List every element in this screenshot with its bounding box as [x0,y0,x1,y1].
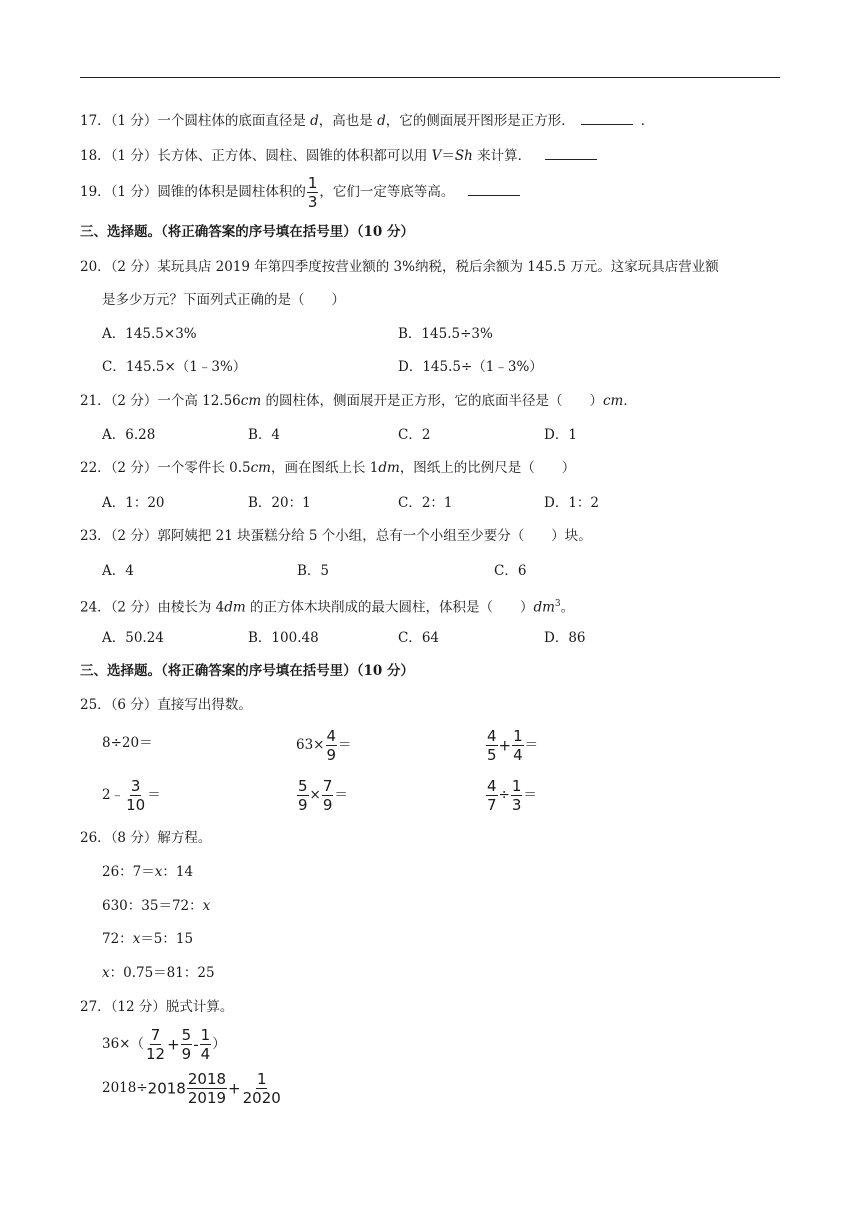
section-heading: 三、选择题。（将正确答案的序号填在括号里）（10 分） [80,224,414,240]
fraction [200,1027,212,1062]
equation-3 [102,930,193,948]
denominator: 2019 [187,1089,227,1107]
option-c[interactable]: C．6 [494,563,527,579]
answer-blank[interactable] [545,145,597,160]
numerator: 7 [150,1026,161,1044]
numerator: 1 [513,727,523,745]
formula-variable: Sh [454,148,473,164]
expression-6 [485,778,537,813]
option-c[interactable]: C．145.5×（1﹣3%） [102,359,247,375]
fraction [326,728,338,763]
question-text: 的正方体木块削成的最大圆柱，体积是（ ） [245,599,534,616]
question-score: （2 分） [110,599,158,616]
expr-text: 63× [296,737,325,753]
option-c[interactable]: C．2 [398,427,431,443]
option-a[interactable]: A．1：20 [102,495,165,511]
fraction [242,1071,282,1106]
option-d[interactable]: D．1：2 [544,495,600,511]
operator: × [309,787,321,803]
denominator: 3 [511,796,522,814]
fraction [486,728,498,763]
question-text: ，高也是 [318,113,378,129]
numerator: 5 [298,777,308,795]
question-text: ，它的侧面展开图形是正方形． [385,113,575,129]
unit: dm [533,599,555,616]
fraction [307,175,319,210]
question-19 [80,175,520,210]
question-number: 24． [80,599,111,616]
eq-text: 630：35＝72： [102,898,203,914]
numerator: 7 [322,777,333,795]
fraction [187,1071,227,1106]
question-text: 某玩具店 2019 年第四季度按营业额的 3%纳税，税后余额为 145.5 万元。这家玩具店营业额 [157,259,719,275]
option-c[interactable]: C．64 [398,630,440,646]
calculation-1 [102,1024,226,1065]
variable: x [132,931,141,947]
question-text: 郭阿姨把 21 块蛋糕分给 5 个小组，总有一个小组至少要分（ ）块。 [157,528,592,544]
question-21 [80,392,637,410]
question-number: 20． [80,259,111,275]
formula-variable: V [431,148,442,164]
question-number: 22． [80,460,111,476]
expr-text: ＝ [524,737,539,753]
question-score: （2 分） [110,460,158,476]
numerator: 5 [181,1026,192,1044]
expression-5 [296,778,348,813]
question-number: 17． [80,113,111,129]
variable: d [310,113,319,129]
denominator: 12 [146,1045,166,1063]
fraction [125,778,146,813]
eq-text: ：0.75＝81：25 [109,965,215,981]
question-score: （2 分） [110,393,158,409]
punctuation: ． [623,393,637,409]
numerator: 1 [200,1026,211,1044]
fraction [486,778,498,813]
question-number: 18． [80,148,111,164]
question-18 [80,145,597,165]
question-text: ，它们一定等底等高。 [319,184,455,200]
question-text: 的圆柱体，侧面展开是正方形，它的底面半径是（ ） [261,393,603,409]
operator: + [228,1079,241,1098]
fraction [511,778,523,813]
equation-1 [102,863,193,881]
denominator: 4 [513,746,523,764]
question-text: 圆锥的体积是圆柱体积的 [157,184,306,200]
question-score: （1 分） [110,148,158,164]
denominator: 9 [326,746,337,764]
question-20-line2: 是多少万元？下面列式正确的是（ ） [102,292,345,308]
question-text: 来计算． [472,148,532,164]
question-25 [80,696,252,714]
option-d[interactable]: D．86 [544,630,586,646]
operator: ÷ [498,787,510,803]
unit: cm [602,393,624,409]
question-number: 23． [80,528,111,544]
option-b[interactable]: B．100.48 [248,630,319,646]
question-text: 一个高 12.56 [157,393,241,409]
option-a[interactable]: A．145.5×3% [102,326,197,342]
expr-text: 2﹣ [102,787,125,803]
eq-text: 26：7＝ [102,864,155,880]
denominator: 7 [487,796,497,814]
question-number: 26． [80,830,111,846]
question-score: （2 分） [110,528,158,544]
option-b[interactable]: B．5 [297,563,330,579]
question-17 [80,110,654,130]
option-d[interactable]: D．1 [544,427,577,443]
question-number: 19． [80,184,111,200]
punctuation: ． [640,113,655,129]
question-text: 脱式计算。 [165,999,234,1015]
option-d[interactable]: D．145.5÷（1﹣3%） [398,359,543,375]
question-text: ，图纸上的比例尺是（ ） [399,460,576,476]
answer-blank[interactable] [581,110,633,125]
calculation-2 [102,1068,283,1109]
expr-text: ） [212,1036,226,1052]
numerator: 2018 [187,1070,227,1088]
expr-text: 2018÷ [102,1080,148,1096]
eq-text: 72： [102,931,133,947]
expr-text: ＝ [523,787,537,803]
numerator: 1 [256,1070,267,1088]
denominator: 9 [322,796,333,814]
option-a[interactable]: A．4 [102,563,134,579]
question-text: 解方程。 [157,830,212,846]
variable: d [377,113,386,129]
denominator: 9 [298,796,308,814]
equals-sign: ＝ [441,148,455,164]
unit: cm [250,460,271,476]
fraction [145,1027,166,1062]
denominator: 9 [181,1045,192,1063]
option-b[interactable]: B．145.5÷3% [398,326,493,342]
numerator: 1 [511,777,522,795]
expr-text: ＝ [334,787,348,803]
question-23 [80,527,592,545]
fraction [322,778,334,813]
denominator: 4 [200,1045,211,1063]
denominator: 3 [307,193,318,211]
variable: x [154,864,163,880]
numerator: 1 [307,174,318,192]
equation-2 [102,897,210,915]
operator: - [193,1035,199,1054]
eq-text: ：14 [162,864,194,880]
section-heading: 三、选择题。（将正确答案的序号填在括号里）（10 分） [80,663,414,679]
fraction [297,778,309,813]
question-text: 长方体、正方体、圆柱、圆锥的体积都可以用 [157,148,432,164]
question-number: 21． [80,393,111,409]
exponent: 3 [554,599,561,609]
equation-4 [102,964,215,982]
expression-2 [296,728,352,763]
fraction [512,728,524,763]
punctuation: 。 [560,599,575,616]
question-22 [80,459,575,477]
expression-1: 8÷20＝ [102,735,153,751]
numerator: 4 [487,727,497,745]
question-27 [80,998,233,1016]
answer-blank[interactable] [468,181,520,196]
operator: + [167,1035,180,1054]
numerator: 3 [130,777,141,795]
unit: dm [378,460,400,476]
expr-text: 36×（ [102,1036,144,1052]
option-b[interactable]: B．20：1 [248,495,311,511]
question-score: （1 分） [110,184,158,200]
option-b[interactable]: B．4 [248,427,281,443]
expr-text: ＝ [147,787,161,803]
option-a[interactable]: A．6.28 [102,427,156,443]
question-text: 一个圆柱体的底面直径是 [157,113,311,129]
question-text: ，画在图纸上长 1 [270,460,379,476]
question-text: 由棱长为 4 [157,599,225,616]
denominator: 5 [487,746,497,764]
denominator: 10 [126,796,146,814]
variable: x [102,965,110,981]
denominator: 2020 [242,1089,281,1107]
question-score: （8 分） [110,830,158,846]
numerator: 4 [326,727,337,745]
unit: cm [240,393,262,409]
numerator: 4 [487,777,497,795]
question-score: （1 分） [110,113,158,129]
unit: dm [224,599,246,616]
question-text: 一个零件长 0.5 [157,460,251,476]
question-20 [80,258,719,276]
option-a[interactable]: A．50.24 [102,630,164,646]
option-c[interactable]: C．2：1 [398,495,453,511]
expression-3 [485,728,538,763]
question-text: 直接写出得数。 [157,697,252,713]
question-score: （6 分） [110,697,158,713]
header-rule [80,77,780,78]
operator: + [498,736,512,755]
eq-text: ＝5：15 [140,931,194,947]
question-26 [80,829,211,847]
whole-number: 2018 [147,1079,186,1098]
fraction [181,1027,193,1062]
expression-4 [102,778,161,813]
question-24 [80,595,574,617]
question-number: 25． [80,697,111,713]
variable: x [202,898,211,914]
expr-text: ＝ [338,737,352,753]
question-number: 27． [80,999,111,1015]
question-score: （2 分） [110,259,158,275]
question-score: （12 分） [110,999,166,1015]
